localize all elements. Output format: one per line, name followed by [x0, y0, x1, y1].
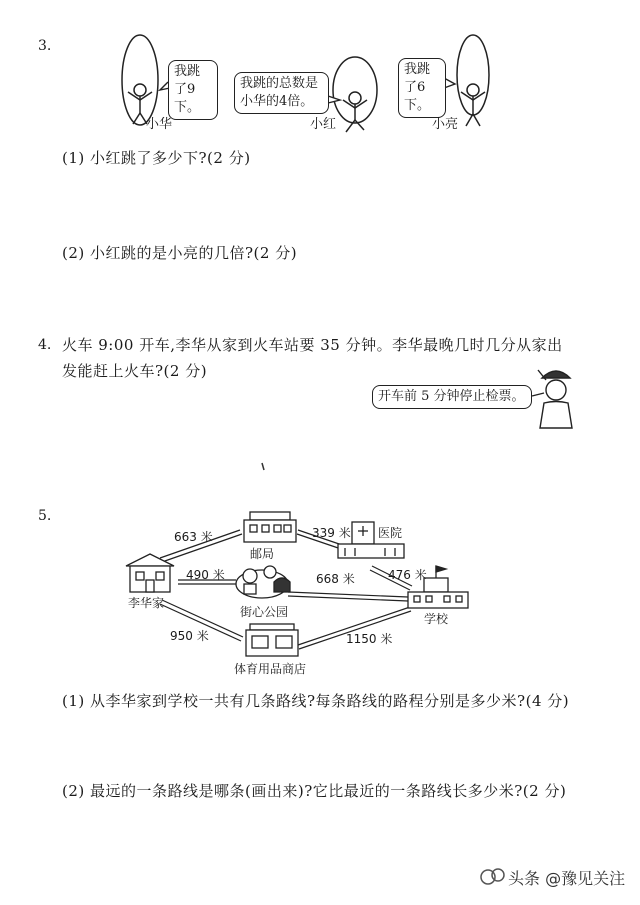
dist-home-post: 663 米: [174, 530, 213, 544]
place-school: 学校: [424, 612, 449, 626]
q3-sub1: (1) 小红跳了多少下?(2 分): [62, 149, 251, 167]
xiaohong-name: 小红: [310, 117, 337, 132]
post-building: [244, 512, 296, 542]
dist-post-hospital: 339 米: [312, 526, 351, 540]
store-building: [246, 624, 298, 656]
q4-line2: 发能赶上火车?(2 分): [62, 362, 208, 380]
dist-park-school: 668 米: [316, 572, 355, 586]
q3-sub2: (2) 小红跳的是小亮的几倍?(2 分): [62, 244, 298, 262]
dist-home-store: 950 米: [170, 629, 209, 643]
place-park: 街心公园: [240, 605, 289, 619]
place-home: 李华家: [128, 596, 165, 610]
q4-bubble: 开车前 5 分钟停止检票。: [372, 385, 532, 409]
dist-store-school: 1150 米: [346, 632, 393, 646]
dist-hospital-school: 476 米: [388, 568, 427, 582]
q3-number: 3.: [38, 38, 52, 54]
xiaohua-bubble: 我跳了9下。: [168, 60, 218, 120]
q4-line1: 火车 9:00 开车,李华从家到火车站要 35 分钟。李华最晚几时几分从家出: [62, 336, 563, 354]
park-building: [236, 566, 290, 598]
q5-number: 5.: [38, 508, 52, 524]
xiaohua-name: 小华: [146, 117, 173, 132]
q4-number: 4.: [38, 337, 52, 353]
place-store: 体育用品商店: [234, 662, 307, 676]
dist-home-park: 490 米: [186, 568, 225, 582]
q5-sub1: (1) 从李华家到学校一共有几条路线?每条路线的路程分别是多少米?(4 分): [62, 692, 570, 710]
place-hospital: 医院: [378, 526, 403, 540]
xiaohong-bubble: 我跳的总数是小华的4倍。: [234, 72, 329, 114]
watermark-logo-icon: [478, 866, 508, 886]
xiaoliang-name: 小亮: [432, 117, 459, 132]
q5-sub2: (2) 最远的一条路线是哪条(画出来)?它比最近的一条路线长多少米?(2 分): [62, 782, 567, 800]
place-post: 邮局: [250, 547, 275, 561]
watermark-text: 头条 @豫见关注: [508, 869, 626, 888]
xiaoliang-bubble: 我跳了6下。: [398, 58, 446, 118]
